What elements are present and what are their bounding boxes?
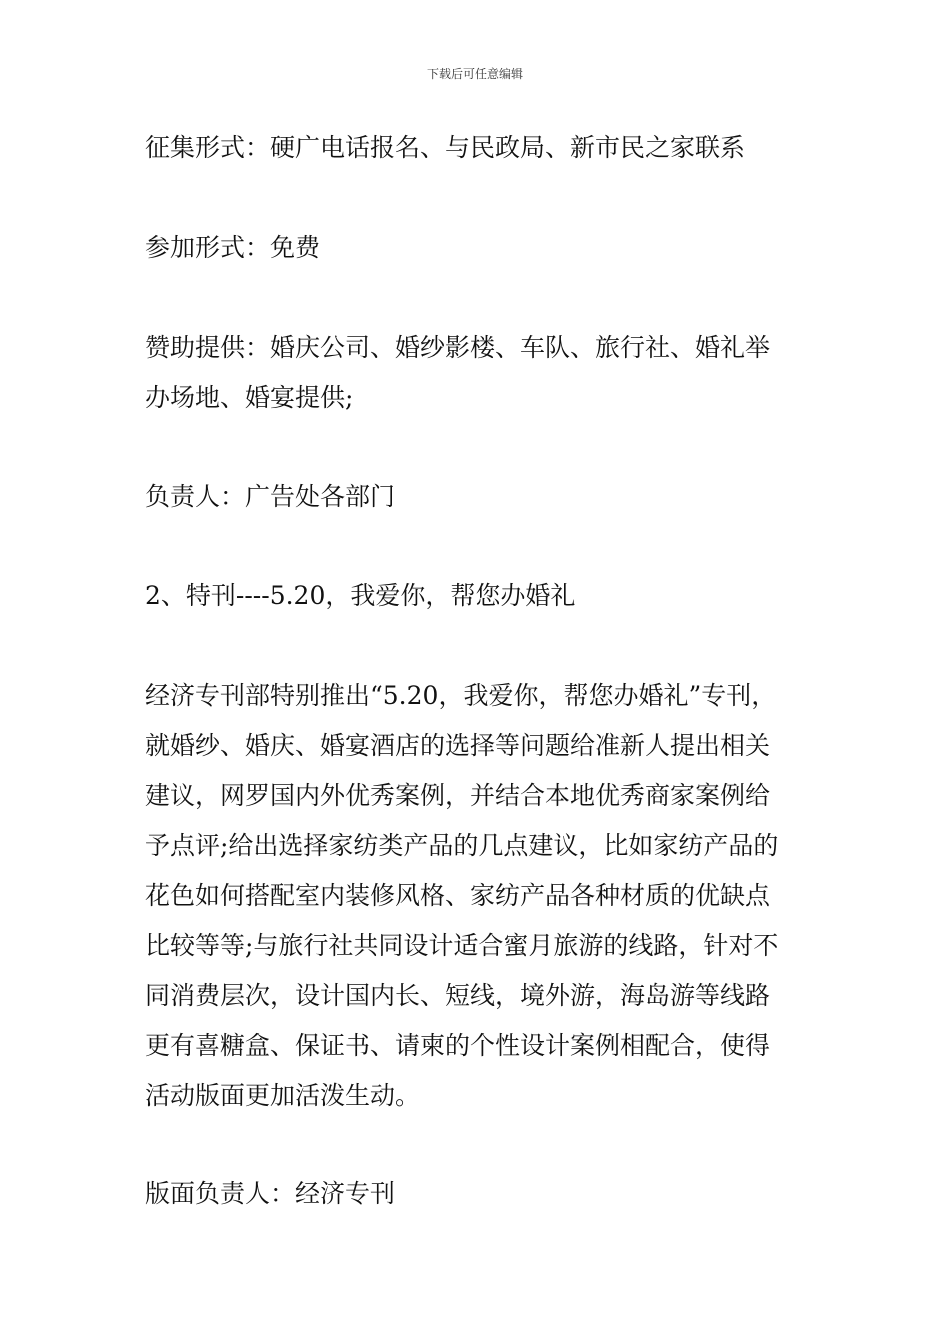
sponsor-paragraph xyxy=(145,323,825,423)
sponsor-line-1: 赞助提供：婚庆公司、婚纱影楼、车队、旅行社、婚礼举 xyxy=(145,333,771,362)
special-body-line-8: 更有喜糖盒、保证书、请柬的个性设计案例相配合，使得 xyxy=(145,1031,771,1060)
collection-paragraph: 征集形式：硬广电话报名、与民政局、新市民之家联系 xyxy=(145,133,746,162)
special-body-line-2: 就婚纱、婚庆、婚宴酒店的选择等问题给准新人提出相关 xyxy=(145,731,771,760)
participation-paragraph: 参加形式：免费 xyxy=(145,233,321,262)
header-note: 下载后可任意编辑 xyxy=(426,67,523,81)
special-body-line-4: 予点评;给出选择家纺类产品的几点建议，比如家纺产品的 xyxy=(145,831,779,860)
special-body-line-7: 同消费层次，设计国内长、短线，境外游，海岛游等线路 xyxy=(145,981,771,1010)
special-body-line-6: 比较等等;与旅行社共同设计适合蜜月旅游的线路，针对不 xyxy=(145,931,779,960)
special-body-line-3: 建议，网罗国内外优秀案例，并结合本地优秀商家案例给 xyxy=(145,781,771,810)
special-body-paragraph xyxy=(145,671,825,1121)
layout-owner-paragraph: 版面负责人：经济专刊 xyxy=(145,1179,396,1208)
special-body-line-1: 经济专刊部特别推出“5.20，我爱你，帮您办婚礼”专刊， xyxy=(145,681,777,710)
owner-paragraph: 负责人：广告处各部门 xyxy=(145,482,396,511)
special-title: 2、特刊----5.20，我爱你，帮您办婚礼 xyxy=(145,581,576,610)
special-body-line-9: 活动版面更加活泼生动。 xyxy=(145,1081,421,1110)
special-body-line-5: 花色如何搭配室内装修风格、家纺产品各种材质的优缺点 xyxy=(145,881,771,910)
sponsor-line-2: 办场地、婚宴提供; xyxy=(145,383,354,412)
